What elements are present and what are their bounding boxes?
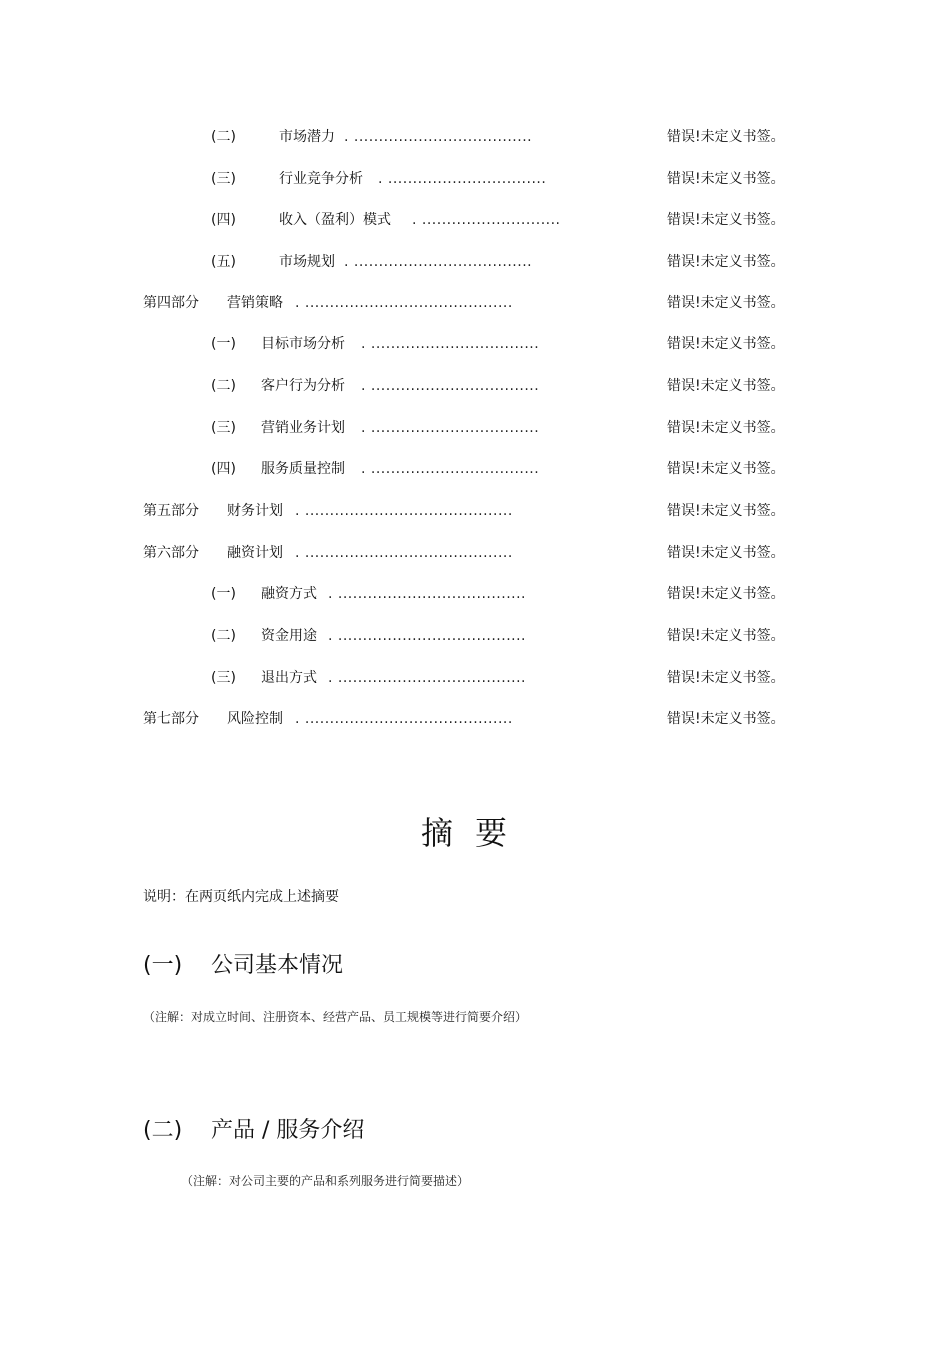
toc-entry[interactable] <box>0 542 950 564</box>
toc-number: (三) <box>211 171 236 187</box>
toc-leader: . ............................ <box>412 212 561 228</box>
toc-entry[interactable] <box>0 126 950 148</box>
toc-leader: . .......................................... <box>295 503 513 519</box>
toc-entry[interactable] <box>0 458 950 480</box>
toc-title: 市场规划 <box>279 254 335 270</box>
toc-page-ref: 错误!未定义书签。 <box>667 628 785 644</box>
toc-entry[interactable] <box>0 417 950 439</box>
toc-number: 第六部分 <box>143 545 199 561</box>
toc-number: 第五部分 <box>143 503 199 519</box>
toc-entry[interactable] <box>0 583 950 605</box>
toc-page-ref: 错误!未定义书签。 <box>667 670 785 686</box>
section-number: (一) <box>143 953 183 978</box>
summary-instruction: 说明：在两页纸内完成上述摘要 <box>143 889 339 905</box>
toc-title: 收入（盈利）模式 <box>279 212 391 228</box>
toc-page-ref: 错误!未定义书签。 <box>667 129 785 145</box>
section-heading <box>143 1113 364 1144</box>
toc-page-ref: 错误!未定义书签。 <box>667 711 785 727</box>
toc-title: 退出方式 <box>261 670 317 686</box>
section-heading <box>143 948 343 979</box>
toc-number: 第七部分 <box>143 711 199 727</box>
toc-title: 营销业务计划 <box>261 420 345 436</box>
toc-leader: . .................................. <box>361 420 540 436</box>
toc-leader: . .................................. <box>361 378 540 394</box>
toc-entry[interactable] <box>0 708 950 730</box>
toc-page-ref: 错误!未定义书签。 <box>667 378 785 394</box>
toc-page-ref: 错误!未定义书签。 <box>667 254 785 270</box>
toc-leader: . .......................................... <box>295 545 513 561</box>
toc-leader: . .......................................... <box>295 711 513 727</box>
toc-number: (三) <box>211 670 236 686</box>
toc-page-ref: 错误!未定义书签。 <box>667 171 785 187</box>
section-title: 公司基本情况 <box>211 953 344 978</box>
toc-number: (五) <box>211 254 236 270</box>
toc-page-ref: 错误!未定义书签。 <box>667 336 785 352</box>
toc-number: (二) <box>211 378 236 394</box>
toc-title: 融资方式 <box>261 586 317 602</box>
section-note: （注解：对公司主要的产品和系列服务进行简要描述） <box>181 1174 470 1188</box>
toc-number: (三) <box>211 420 236 436</box>
toc-page-ref: 错误!未定义书签。 <box>667 295 785 311</box>
toc-entry[interactable] <box>0 251 950 273</box>
section-note: （注解：对成立时间、注册资本、经营产品、员工规模等进行简要介绍） <box>143 1010 528 1024</box>
toc-title: 营销策略 <box>227 295 283 311</box>
toc-entry[interactable] <box>0 500 950 522</box>
toc-number: 第四部分 <box>143 295 199 311</box>
toc-title: 资金用途 <box>261 628 317 644</box>
toc-page-ref: 错误!未定义书签。 <box>667 212 785 228</box>
toc-number: (四) <box>211 212 236 228</box>
toc-page-ref: 错误!未定义书签。 <box>667 420 785 436</box>
toc-number: (一) <box>211 336 236 352</box>
toc-title: 行业竞争分析 <box>279 171 363 187</box>
toc-page-ref: 错误!未定义书签。 <box>667 545 785 561</box>
toc-entry[interactable] <box>0 625 950 647</box>
toc-entry[interactable] <box>0 333 950 355</box>
toc-number: (四) <box>211 461 236 477</box>
toc-title: 客户行为分析 <box>261 378 345 394</box>
toc-title: 服务质量控制 <box>261 461 345 477</box>
toc-title: 融资计划 <box>227 545 283 561</box>
toc-page-ref: 错误!未定义书签。 <box>667 503 785 519</box>
toc-leader: . ...................................... <box>328 628 527 644</box>
toc-title: 风险控制 <box>227 711 283 727</box>
section-title: 产品 / 服务介绍 <box>211 1118 365 1143</box>
summary-title: 摘要 <box>420 814 529 852</box>
toc-leader: . ...................................... <box>328 586 527 602</box>
toc-entry[interactable] <box>0 209 950 231</box>
toc-leader: . ...................................... <box>328 670 527 686</box>
toc-leader: . .................................. <box>361 461 540 477</box>
toc-entry[interactable] <box>0 292 950 314</box>
toc-leader: . .......................................... <box>295 295 513 311</box>
toc-leader: . .................................... <box>344 129 533 145</box>
toc-page-ref: 错误!未定义书签。 <box>667 461 785 477</box>
toc-title: 财务计划 <box>227 503 283 519</box>
section-number: (二) <box>143 1118 183 1143</box>
toc-leader: . .................................. <box>361 336 540 352</box>
toc-number: (二) <box>211 628 236 644</box>
toc-leader: . .................................... <box>344 254 533 270</box>
toc-leader: . ................................ <box>378 171 547 187</box>
toc-title: 市场潜力 <box>279 129 335 145</box>
toc-entry[interactable] <box>0 375 950 397</box>
toc-number: (二) <box>211 129 236 145</box>
toc-number: (一) <box>211 586 236 602</box>
toc-entry[interactable] <box>0 667 950 689</box>
toc-entry[interactable] <box>0 168 950 190</box>
toc-page-ref: 错误!未定义书签。 <box>667 586 785 602</box>
toc-title: 目标市场分析 <box>261 336 345 352</box>
